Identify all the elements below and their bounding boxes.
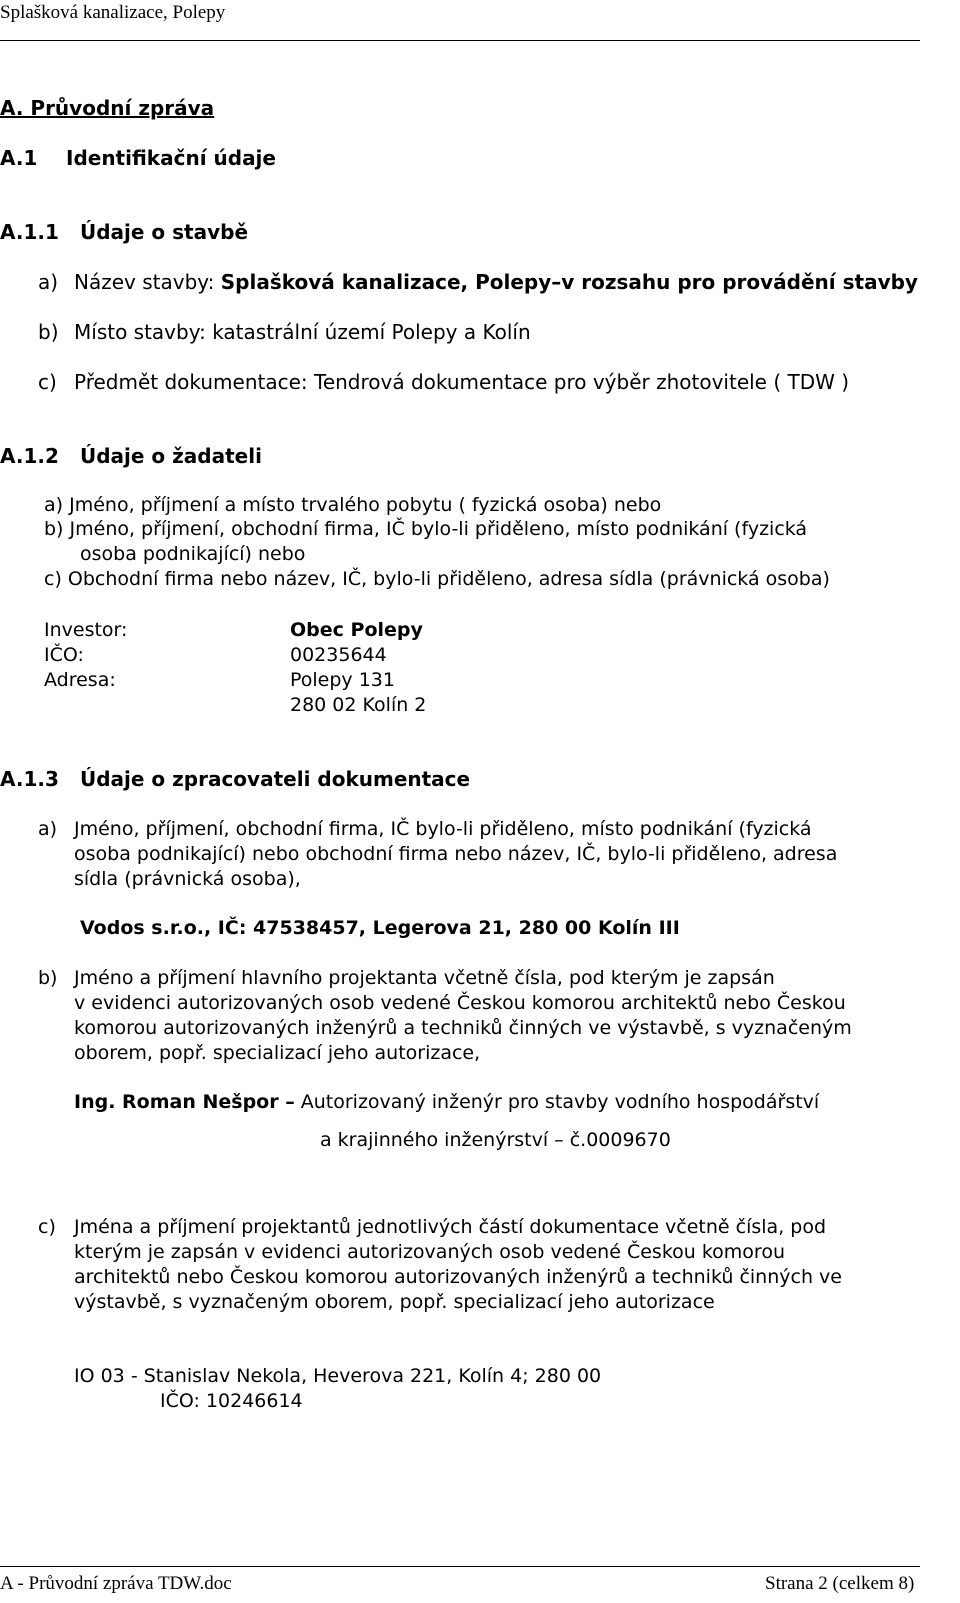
a13-item-c-line1: [38, 1216, 826, 1238]
main-title: [0, 96, 214, 120]
header-rule: [0, 40, 920, 41]
io-ico: IČO: 10246614: [160, 1390, 303, 1412]
a13-item-c-line2: kterým je zapsán v evidenci autorizovaných osob vedené Českou komorou: [74, 1241, 785, 1263]
item-text: Místo stavby: katastrální území Polepy a Kolín: [74, 320, 531, 344]
address-label: Adresa:: [44, 669, 116, 691]
ico-value: 00235644: [290, 644, 387, 666]
a13-item-c-line4: výstavbě, s vyznačeným oborem, popř. specializací jeho autorizace: [74, 1291, 715, 1313]
footer-rule: [0, 1566, 920, 1567]
page-header: Splašková kanalizace, Polepy: [0, 2, 226, 23]
section-a1-heading: [0, 146, 276, 170]
section-a12-heading: [0, 444, 262, 468]
address-line1: Polepy 131: [290, 669, 395, 691]
a13-item-b-line4: oborem, popř. specializací jeho autorizace,: [74, 1042, 481, 1064]
engineer-title: Autorizovaný inženýr pro stavby vodního hospodářství: [294, 1091, 820, 1113]
section-title: Údaje o stavbě: [80, 220, 249, 244]
item-label: c): [38, 1216, 56, 1238]
item-text: Předmět dokumentace: Tendrová dokumentace pro výběr zhotovitele ( TDW ): [74, 370, 850, 394]
item-label: b): [38, 320, 59, 344]
io-line: IO 03 - Stanislav Nekola, Heverova 221, Kolín 4; 280 00: [74, 1365, 602, 1387]
section-title: Údaje o zpracovateli dokumentace: [80, 767, 471, 791]
a13-item-b-line3: komorou autorizovaných inženýrů a techniků činných ve výstavbě, s vyznačeným: [74, 1017, 852, 1039]
main-title-text: A. Průvodní zpráva: [0, 96, 215, 120]
a11-item-a: [38, 270, 918, 294]
a12-item-a: a) Jméno, příjmení a místo trvalého pobytu ( fyzická osoba) nebo: [44, 494, 662, 516]
section-a11-heading: [0, 220, 248, 244]
item-text: Název stavby:: [74, 270, 221, 294]
engineer-line2: a krajinného inženýrství – č.0009670: [320, 1129, 671, 1151]
item-text: Jméno, příjmení, obchodní firma, IČ bylo-li přiděleno, místo podnikání (fyzická: [74, 818, 812, 840]
item-text: Jméno a příjmení hlavního projektanta včetně čísla, pod kterým je zapsán: [74, 967, 775, 989]
engineer-line: [74, 1091, 819, 1113]
section-number: A.1.3: [0, 767, 59, 791]
investor-label: Investor:: [44, 619, 128, 641]
a13-item-b-line1: [38, 967, 775, 989]
section-number: A.1.1: [0, 220, 59, 244]
section-number: A.1.2: [0, 444, 59, 468]
a13-item-c-line3: architektů nebo Českou komorou autorizovaných inženýrů a techniků činných ve: [74, 1266, 842, 1288]
footer-left: A - Průvodní zpráva TDW.doc: [0, 1573, 232, 1594]
engineer-name: Ing. Roman Nešpor –: [74, 1091, 295, 1113]
firm-line: Vodos s.r.o., IČ: 47538457, Legerova 21, 280 00 Kolín III: [80, 917, 680, 939]
a13-item-a-line2: osoba podnikající) nebo obchodní firma nebo název, IČ, bylo-li přiděleno, adresa: [74, 843, 838, 865]
a11-item-c: [38, 370, 849, 394]
item-label: a): [38, 818, 58, 840]
item-label: a): [38, 270, 59, 294]
ico-label: IČO:: [44, 644, 84, 666]
a12-item-c: c) Obchodní firma nebo název, IČ, bylo-li přiděleno, adresa sídla (právnická osoba): [44, 568, 830, 590]
address-line2: 280 02 Kolín 2: [290, 694, 427, 716]
investor-value: Obec Polepy: [290, 619, 423, 641]
a12-item-b-line2: osoba podnikající) nebo: [80, 543, 306, 565]
footer-right: Strana 2 (celkem 8): [765, 1573, 915, 1594]
item-label: c): [38, 370, 57, 394]
a11-item-b: [38, 320, 531, 344]
a12-item-b-line1: b) Jméno, příjmení, obchodní firma, IČ bylo-li přiděleno, místo podnikání (fyzická: [44, 518, 808, 540]
a13-item-a-line1: [38, 818, 812, 840]
a13-item-b-line2: v evidenci autorizovaných osob vedené Českou komorou architektů nebo Českou: [74, 992, 846, 1014]
item-bold-text: Splašková kanalizace, Polepy–v rozsahu pro provádění stavby: [220, 270, 918, 294]
a13-item-a-line3: sídla (právnická osoba),: [74, 868, 301, 890]
section-a13-heading: [0, 767, 470, 791]
section-title: Údaje o žadateli: [80, 444, 262, 468]
section-title: Identifikační údaje: [66, 146, 276, 170]
item-text: Jména a příjmení projektantů jednotlivých částí dokumentace včetně čísla, pod: [74, 1216, 827, 1238]
section-number: A.1: [0, 146, 38, 170]
item-label: b): [38, 967, 58, 989]
